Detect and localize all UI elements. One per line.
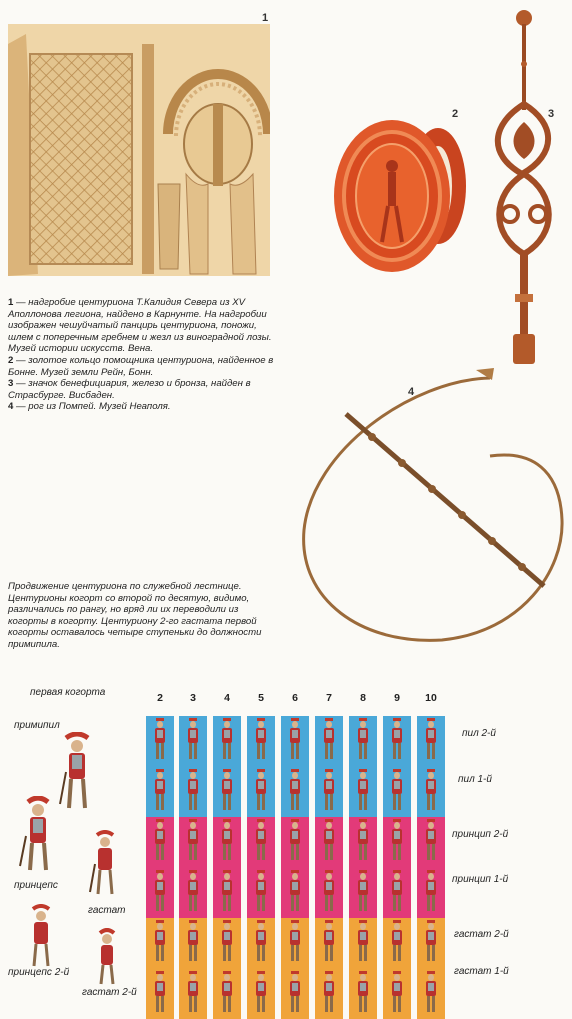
- caption-item-4: 4 — рог из Помпей. Музей Неаполя.: [8, 401, 278, 413]
- centurion-icon: [322, 974, 336, 1014]
- centurion-cell: [146, 918, 174, 969]
- centurion-cell: [281, 868, 309, 919]
- centurion-cell: [213, 868, 241, 919]
- centurion-icon: [220, 873, 234, 913]
- centurion-icon: [186, 974, 200, 1014]
- centurion-cell: [315, 918, 343, 969]
- centurion-cell: [349, 868, 377, 919]
- cohort-column: [315, 716, 343, 1019]
- centurion-icon: [390, 974, 404, 1014]
- centurion-cell: [315, 767, 343, 818]
- cohort-number: 4: [213, 692, 241, 704]
- centurion-cell: [349, 969, 377, 1019]
- centurion-icon: [390, 721, 404, 761]
- princeps-figure-icon: [18, 796, 58, 872]
- centurion-cell: [383, 969, 411, 1019]
- rank-label-hastatus-2: гастат 2-й: [82, 987, 137, 998]
- centurion-cell: [349, 716, 377, 767]
- cohort-number: 5: [247, 692, 275, 704]
- centurion-icon: [153, 974, 167, 1014]
- figure-number-3: 3: [548, 108, 554, 120]
- centurion-cell: [349, 817, 377, 868]
- centurion-icon: [356, 772, 370, 812]
- centurion-cell: [349, 767, 377, 818]
- centurion-cell: [146, 767, 174, 818]
- centurion-icon: [322, 923, 336, 963]
- centurion-cell: [417, 969, 445, 1019]
- tombstone-relief-image: [8, 24, 270, 276]
- hastatus-2-figure-icon: [92, 928, 122, 986]
- centurion-icon: [220, 721, 234, 761]
- caption-item-2: 2 — золотое кольцо помощника центуриона, найденное в Бонне. Музей земли Рейн, Бонн.: [8, 355, 278, 378]
- centurion-cell: [179, 767, 207, 818]
- centurion-cell: [315, 868, 343, 919]
- cohort-number: 2: [146, 692, 174, 704]
- centurion-cell: [179, 716, 207, 767]
- centurion-cell: [146, 969, 174, 1019]
- centurion-cell: [213, 716, 241, 767]
- centurion-icon: [288, 873, 302, 913]
- centurion-cell: [417, 868, 445, 919]
- rank-label-hastat-1: гастат 1-й: [454, 966, 509, 977]
- centurion-icon: [288, 721, 302, 761]
- cohort-column: [247, 716, 275, 1019]
- centurion-icon: [153, 721, 167, 761]
- centurion-icon: [424, 721, 438, 761]
- centurion-icon: [220, 822, 234, 862]
- centurion-icon: [356, 822, 370, 862]
- cohort-number: 3: [179, 692, 207, 704]
- centurion-icon: [390, 772, 404, 812]
- caption-item-1: 1 — надгробие центуриона Т.Калидия Севера из XV Аполлонова легиона, найдено в Карнунте. На надгробии изображен чешуйчатый панцирь центуриона, поножи, шлем с поперечным гребнем и жезл из виноградной лозы. Музей истории искусств. Вена.: [8, 297, 278, 355]
- centurion-icon: [424, 923, 438, 963]
- centurion-cell: [247, 716, 275, 767]
- rank-label-pil-1: пил 1-й: [458, 774, 492, 785]
- centurion-cell: [247, 868, 275, 919]
- centurion-cell: [146, 716, 174, 767]
- centurion-icon: [220, 974, 234, 1014]
- cohort-number: 9: [383, 692, 411, 704]
- rank-label-princip-2: принцип 2-й: [452, 829, 508, 840]
- cohort-column: [417, 716, 445, 1019]
- cornu-horn-image: [292, 360, 570, 650]
- centurion-cell: [213, 767, 241, 818]
- centurion-icon: [322, 822, 336, 862]
- centurion-icon: [390, 873, 404, 913]
- centurion-icon: [288, 974, 302, 1014]
- centurion-cell: [417, 767, 445, 818]
- centurion-icon: [153, 772, 167, 812]
- centurion-cell: [349, 918, 377, 969]
- cohort-number: 7: [315, 692, 343, 704]
- rank-label-hastatus: гастат: [88, 905, 126, 916]
- centurion-icon: [356, 721, 370, 761]
- centurion-cell: [281, 716, 309, 767]
- figure-number-2: 2: [452, 108, 458, 120]
- centurion-icon: [186, 772, 200, 812]
- centurion-icon: [186, 721, 200, 761]
- centurion-icon: [322, 721, 336, 761]
- centurion-cell: [213, 918, 241, 969]
- cohort-column: [146, 716, 174, 1019]
- promotion-text: Продвижение центуриона по служебной лестнице. Центурионы когорт со второй по десятую, видимо, различались по рангу, но вряд ли их переводили из когорты в когорту. Центуриону 2-го гастата первой когорты оставалось четыре ступеньки до должности примипила.: [8, 581, 270, 651]
- centurion-icon: [288, 772, 302, 812]
- caption-block: [8, 297, 278, 413]
- centurion-icon: [322, 772, 336, 812]
- centurion-cell: [281, 767, 309, 818]
- centurion-cell: [213, 817, 241, 868]
- centurion-icon: [390, 923, 404, 963]
- centurion-cell: [213, 969, 241, 1019]
- centurion-cell: [247, 969, 275, 1019]
- cohort-column: [383, 716, 411, 1019]
- centurion-cell: [383, 716, 411, 767]
- centurion-icon: [288, 822, 302, 862]
- centurion-icon: [186, 923, 200, 963]
- centurion-cell: [383, 817, 411, 868]
- rank-label-princip-1: принцип 1-й: [452, 874, 508, 885]
- centurion-icon: [254, 923, 268, 963]
- centurion-cell: [315, 969, 343, 1019]
- centurion-icon: [356, 873, 370, 913]
- centurion-icon: [220, 772, 234, 812]
- centurion-icon: [356, 974, 370, 1014]
- centurion-icon: [153, 822, 167, 862]
- centurion-icon: [322, 873, 336, 913]
- centurion-cell: [383, 868, 411, 919]
- rank-label-primipil: примипил: [14, 720, 60, 731]
- centurion-cell: [315, 817, 343, 868]
- centurion-cell: [417, 716, 445, 767]
- centurion-icon: [153, 873, 167, 913]
- centurion-icon: [254, 721, 268, 761]
- centurion-cell: [179, 817, 207, 868]
- centurion-icon: [153, 923, 167, 963]
- centurion-cell: [383, 918, 411, 969]
- centurion-cell: [179, 918, 207, 969]
- cohort-column: [281, 716, 309, 1019]
- cohort-number: 10: [417, 692, 445, 704]
- centurion-icon: [186, 822, 200, 862]
- centurion-icon: [424, 822, 438, 862]
- centurion-cell: [281, 918, 309, 969]
- centurion-icon: [254, 822, 268, 862]
- centurion-cell: [417, 817, 445, 868]
- rank-label-pil-2: пил 2-й: [462, 728, 496, 739]
- centurion-cell: [281, 969, 309, 1019]
- first-cohort-title: первая когорта: [30, 687, 105, 698]
- cohort-grid: [146, 692, 446, 1012]
- centurion-icon: [254, 772, 268, 812]
- gold-ring-image: [330, 104, 470, 280]
- cohort-column: [349, 716, 377, 1019]
- centurion-cell: [146, 817, 174, 868]
- centurion-icon: [186, 873, 200, 913]
- centurion-icon: [424, 974, 438, 1014]
- rank-label-hastat-2: гастат 2-й: [454, 929, 509, 940]
- cohort-column: [213, 716, 241, 1019]
- centurion-icon: [390, 822, 404, 862]
- cohort-column: [179, 716, 207, 1019]
- rank-label-princeps-2: принцепс 2-й: [8, 967, 69, 978]
- figure-number-4: 4: [408, 386, 414, 398]
- centurion-icon: [288, 923, 302, 963]
- centurion-cell: [146, 868, 174, 919]
- centurion-icon: [424, 873, 438, 913]
- centurion-cell: [281, 817, 309, 868]
- princeps-2-figure-icon: [24, 904, 58, 968]
- centurion-cell: [383, 767, 411, 818]
- centurion-cell: [315, 716, 343, 767]
- centurion-icon: [220, 923, 234, 963]
- cohort-number: 8: [349, 692, 377, 704]
- centurion-cell: [417, 918, 445, 969]
- centurion-cell: [247, 817, 275, 868]
- centurion-icon: [254, 873, 268, 913]
- centurion-icon: [254, 974, 268, 1014]
- centurion-icon: [356, 923, 370, 963]
- centurion-cell: [247, 918, 275, 969]
- centurion-icon: [424, 772, 438, 812]
- figure-number-1: 1: [262, 12, 268, 24]
- centurion-cell: [179, 969, 207, 1019]
- centurion-cell: [247, 767, 275, 818]
- cohort-number: 6: [281, 692, 309, 704]
- beneficiarius-badge-image: [482, 4, 562, 370]
- primipil-figure-icon: [56, 732, 98, 810]
- hastatus-figure-icon: [88, 830, 122, 896]
- caption-item-3: 3 — значок бенефициария, железо и бронза, найден в Страсбурге. Висбаден.: [8, 378, 278, 401]
- centurion-cell: [179, 868, 207, 919]
- rank-label-princeps: принцепс: [14, 880, 58, 891]
